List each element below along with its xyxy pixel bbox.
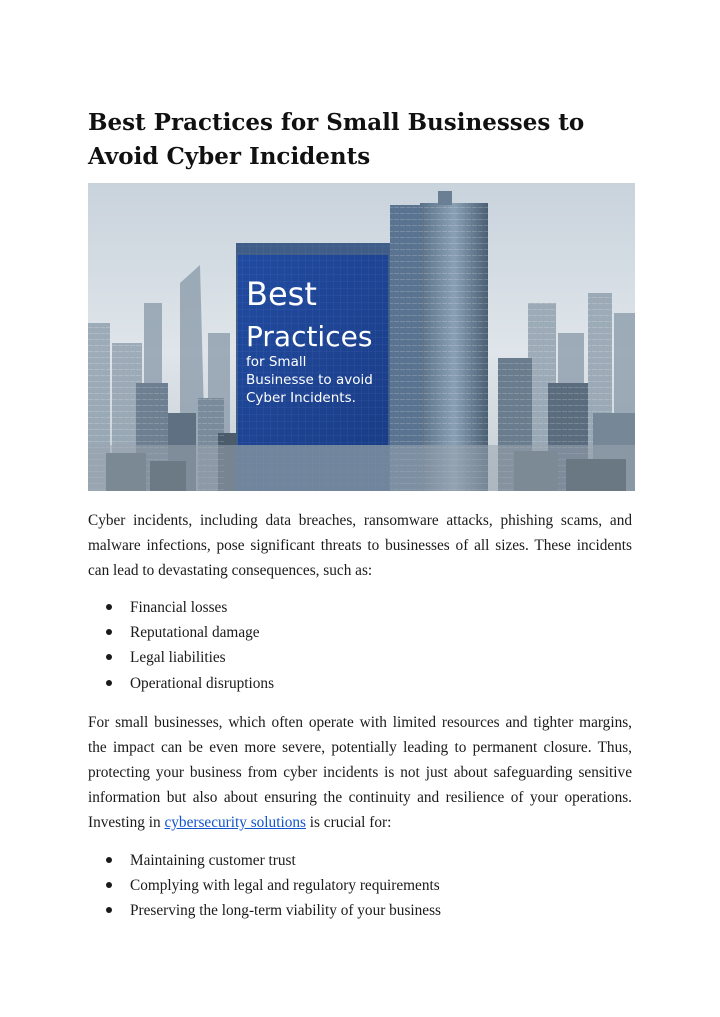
sign-line-1: Best (246, 275, 317, 313)
list-item: Preserving the long-term viability of your business (104, 898, 441, 923)
list-item: Legal liabilities (104, 645, 274, 670)
title-line-1: Best Practices for Small Businesses to (88, 109, 585, 136)
consequences-list (104, 595, 274, 696)
list-item: Maintaining customer trust (104, 848, 441, 873)
page-title (88, 106, 648, 174)
foreground-buildings (88, 445, 635, 491)
title-line-2: Avoid Cyber Incidents (88, 143, 371, 170)
list-item: Financial losses (104, 595, 274, 620)
sign-line-4: Businesse to avoid (246, 372, 373, 388)
hero-image (88, 183, 635, 491)
sign-line-5: Cyber Incidents. (246, 390, 356, 406)
list-item: Operational disruptions (104, 671, 274, 696)
paragraph-text-before-link: For small businesses, which often operate with limited resources and tighter margins, the impact can be even more severe, potentially leading to permanent closure. Thus, protecting your business from cyber incidents is not just about safeguarding sensitive information but also about ensuring the continuity and resilience of your operations. Investing in (88, 714, 632, 831)
cybersecurity-solutions-link[interactable]: cybersecurity solutions (164, 814, 306, 831)
sign-line-3: for Small (246, 354, 307, 370)
small-business-paragraph (88, 710, 632, 835)
paragraph-text-after-link: is crucial for: (305, 814, 392, 831)
benefits-list (104, 848, 441, 924)
intro-paragraph: Cyber incidents, including data breaches, ransomware attacks, phishing scams, and malware infections, pose significant threats to businesses of all sizes. These incidents can lead to devastating consequences, such as: (88, 512, 632, 579)
sign-line-2: Practices (246, 320, 373, 353)
list-item: Reputational damage (104, 620, 274, 645)
list-item: Complying with legal and regulatory requirements (104, 873, 441, 898)
